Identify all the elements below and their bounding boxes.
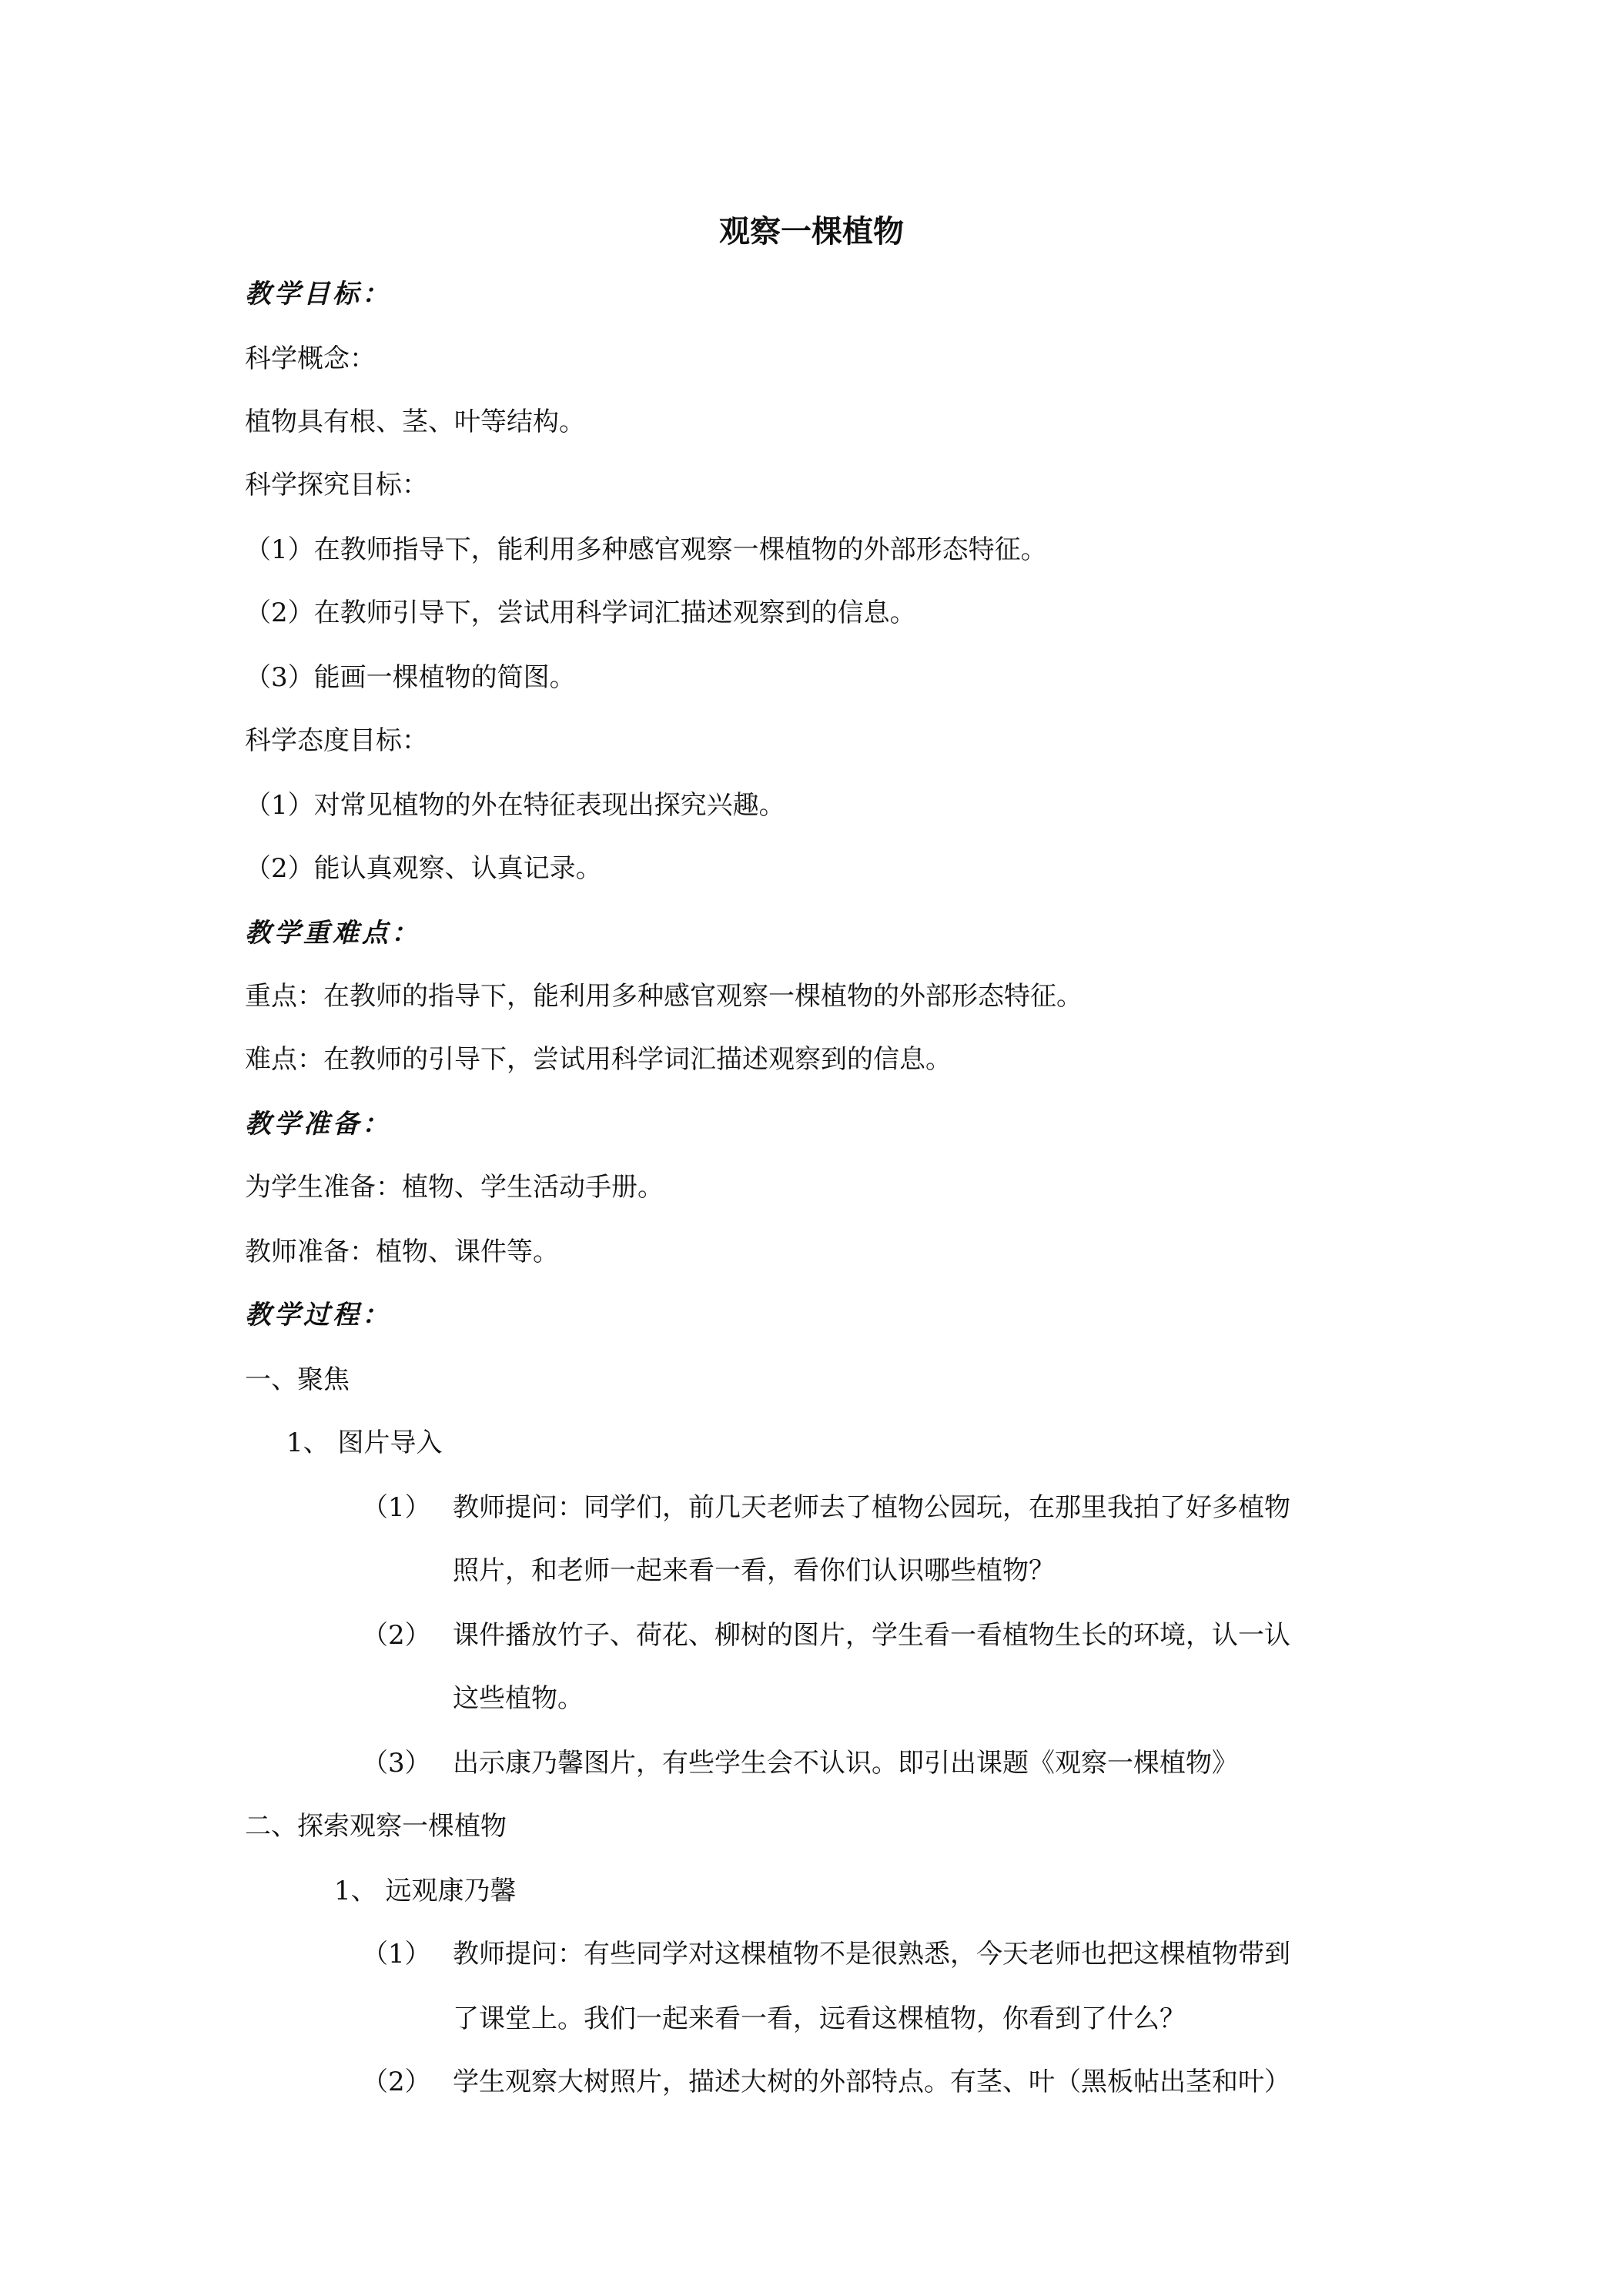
list-number: （1） — [362, 1939, 431, 1970]
part1-item1-heading: 1、 图片导入 — [286, 1427, 443, 1458]
list-number: （3） — [362, 1748, 431, 1779]
section-heading-process: 教学过程： — [245, 1300, 391, 1330]
key-point: 重点：在教师的指导下，能利用多种感官观察一棵植物的外部形态特征。 — [245, 981, 1083, 1012]
paragraph-line: 这些植物。 — [453, 1683, 584, 1714]
prep-teacher: 教师准备：植物、课件等。 — [245, 1237, 559, 1267]
list-number: （2） — [362, 1620, 431, 1651]
document-title: 观察一棵植物 — [719, 213, 904, 249]
section-heading-goals: 教学目标： — [245, 279, 391, 310]
list-number: （1） — [362, 1492, 431, 1523]
section-heading-preparation: 教学准备： — [245, 1109, 391, 1140]
difficult-point: 难点：在教师的引导下，尝试用科学词汇描述观察到的信息。 — [245, 1044, 952, 1075]
section-heading-keypoints: 教学重难点： — [245, 918, 420, 949]
attitude-item-2: （2）能认真观察、认真记录。 — [245, 853, 602, 884]
part2-item1-heading: 1、 远观康乃馨 — [334, 1876, 517, 1906]
prep-students: 为学生准备：植物、学生活动手册。 — [245, 1172, 664, 1203]
paragraph-line: 照片，和老师一起来看一看，看你们认识哪些植物？ — [453, 1555, 1055, 1586]
inquiry-item-3: （3）能画一棵植物的简图。 — [245, 662, 576, 693]
attitude-item-1: （1）对常见植物的外在特征表现出探究兴趣。 — [245, 790, 785, 821]
attitude-label: 科学态度目标： — [245, 725, 428, 756]
paragraph-line: 教师提问：有些同学对这棵植物不是很熟悉，今天老师也把这棵植物带到 — [453, 1939, 1290, 1970]
part2-title: 二、探索观察一棵植物 — [245, 1811, 507, 1842]
paragraph-line: 出示康乃馨图片，有些学生会不认识。即引出课题《观察一棵植物》 — [453, 1748, 1238, 1779]
concept-text: 植物具有根、茎、叶等结构。 — [245, 407, 585, 437]
inquiry-item-2: （2）在教师引导下，尝试用科学词汇描述观察到的信息。 — [245, 597, 916, 628]
inquiry-label: 科学探究目标： — [245, 470, 428, 500]
paragraph-line: 了课堂上。我们一起来看一看，远看这棵植物，你看到了什么？ — [453, 2003, 1186, 2034]
part1-title: 一、聚焦 — [245, 1364, 350, 1395]
list-number: （2） — [362, 2067, 431, 2097]
paragraph-line: 教师提问：同学们，前几天老师去了植物公园玩，在那里我拍了好多植物 — [453, 1492, 1290, 1523]
inquiry-item-1: （1）在教师指导下，能利用多种感官观察一棵植物的外部形态特征。 — [245, 534, 1047, 565]
paragraph-line: 学生观察大树照片，描述大树的外部特点。有茎、叶（黑板帖出茎和叶） — [453, 2067, 1290, 2097]
paragraph-line: 课件播放竹子、荷花、柳树的图片，学生看一看植物生长的环境，认一认 — [453, 1620, 1290, 1651]
concept-label: 科学概念： — [245, 343, 376, 374]
